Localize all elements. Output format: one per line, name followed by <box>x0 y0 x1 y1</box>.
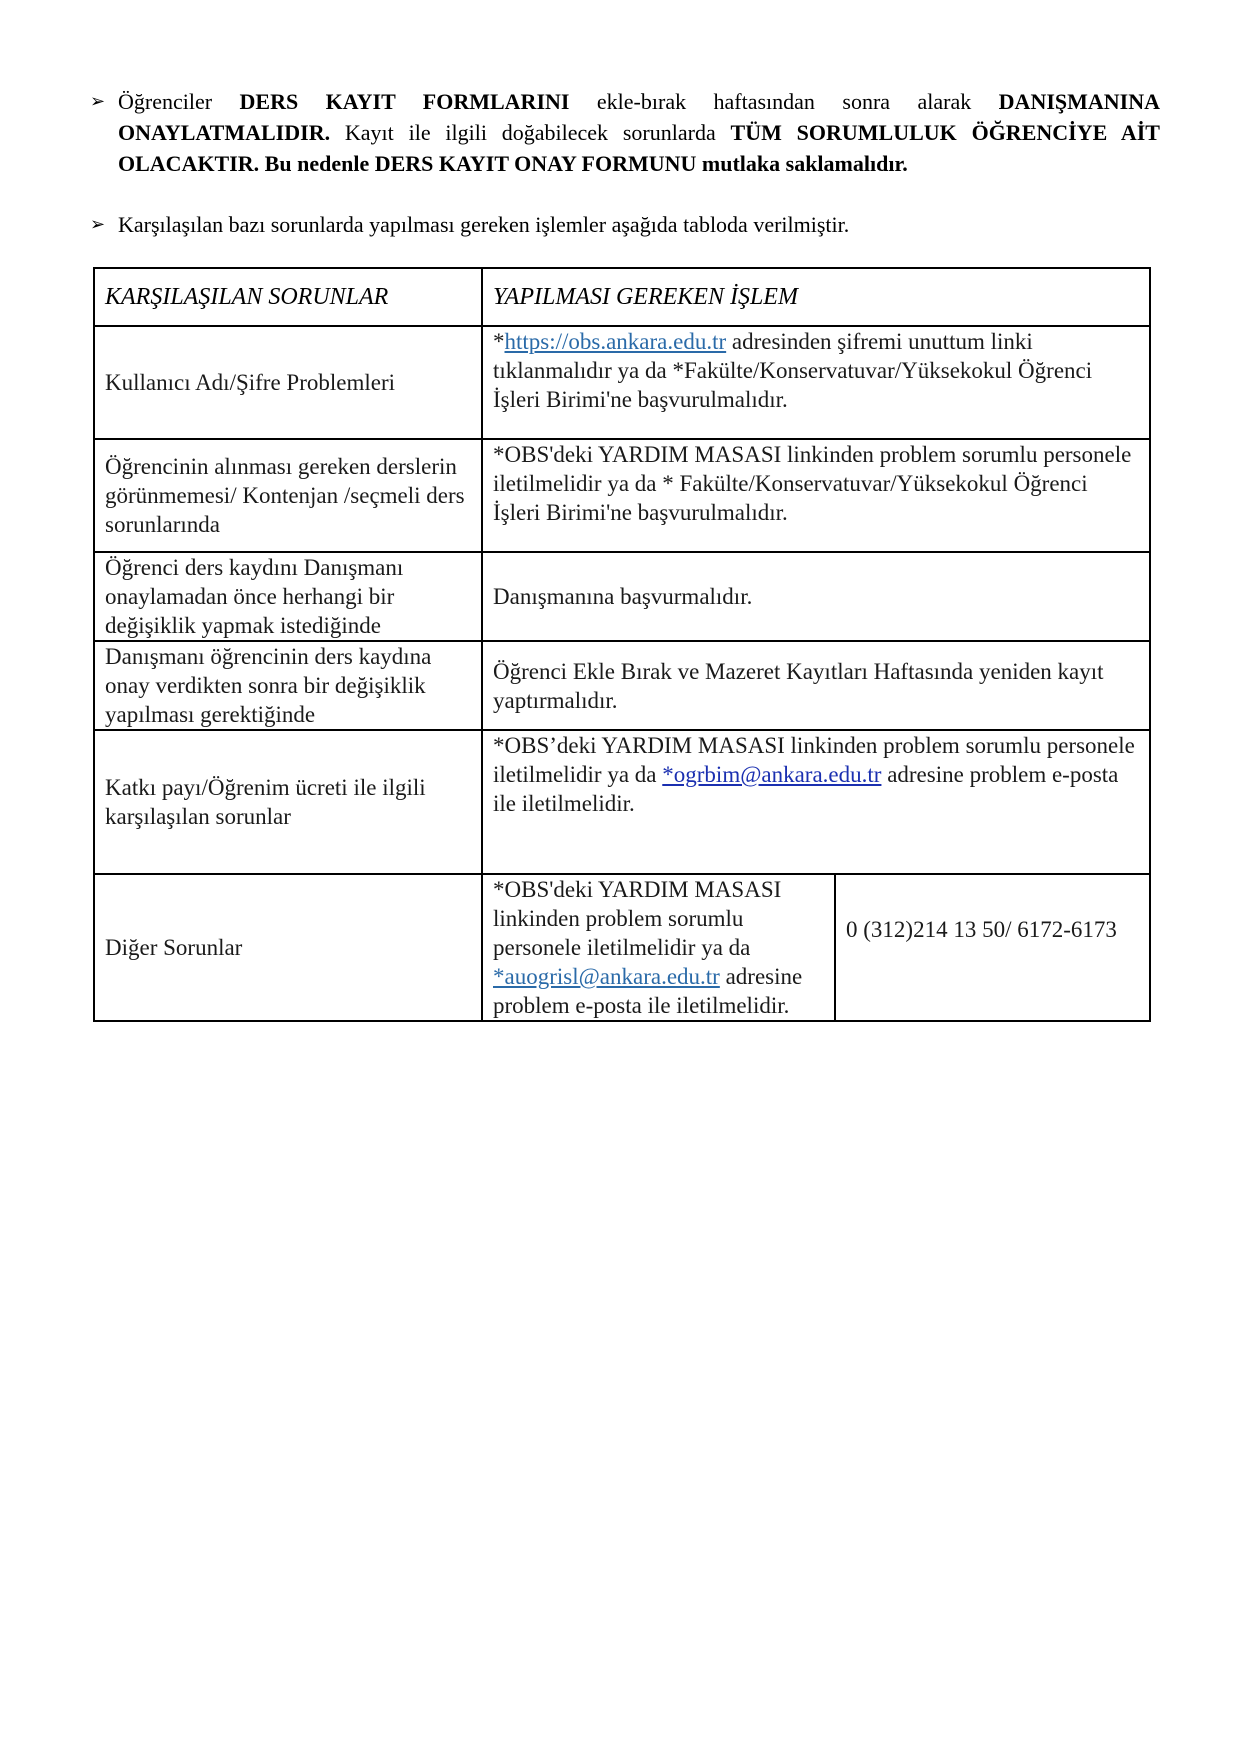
issues-table <box>93 267 1151 1022</box>
problem-cell: Diğer Sorunlar <box>94 874 482 1021</box>
problem-cell: Katkı payı/Öğrenim ücreti ile ilgili karşılaşılan sorunlar <box>94 730 482 874</box>
bullet-paragraph-ders-kayit <box>90 86 1160 179</box>
table-row <box>94 439 1150 552</box>
action-text: *OBS'deki YARDIM MASASI linkinden problem sorumlu personele iletilmelidir ya da <box>493 877 782 960</box>
bullet-paragraph-table-intro <box>90 209 1160 240</box>
table-row <box>94 552 1150 641</box>
bullet-text: Karşılaşılan bazı sorunlarda yapılması gereken işlemler aşağıda tabloda verilmiştir. <box>118 212 850 237</box>
obs-link[interactable]: https://obs.ankara.edu.tr <box>504 329 727 354</box>
bullet-text <box>118 86 1160 179</box>
action-text: adresine problem e-posta ile iletilmelidir. <box>493 964 803 1018</box>
arrow-bullet-icon: ➢ <box>90 214 106 235</box>
table-row <box>94 326 1150 439</box>
action-cell <box>482 730 1150 874</box>
problem-cell: Danışmanı öğrencinin ders kaydına onay verdikten sonra bir değişiklik yapılması gerektiğinde <box>94 641 482 730</box>
ogrbim-email-link[interactable]: *ogrbim@ankara.edu.tr <box>662 762 882 787</box>
problem-cell: Öğrenci ders kaydını Danışmanı onaylamadan önce herhangi bir değişiklik yapmak istediğinde <box>94 552 482 641</box>
table-row <box>94 874 1150 1021</box>
table-row <box>94 641 1150 730</box>
action-cell <box>482 874 835 1021</box>
bullet-text-bold-part: DANIŞMANINA ONAYLATMALIDIR. <box>118 89 1161 145</box>
action-cell <box>482 326 1150 439</box>
header-problems: KARŞILAŞILAN SORUNLAR <box>94 268 482 326</box>
action-text: *OBS’deki YARDIM MASASI linkinden problem sorumlu personele iletilmelidir ya da <box>493 733 1135 787</box>
header-actions: YAPILMASI GEREKEN İŞLEM <box>482 268 1150 326</box>
bullet-text-part: Öğrenciler <box>118 89 240 114</box>
action-prefix: * <box>493 329 505 354</box>
problem-cell: Kullanıcı Adı/Şifre Problemleri <box>94 326 482 439</box>
bullet-text-part: ekle-bırak haftasından sonra alarak <box>569 89 999 114</box>
table-row <box>94 730 1150 874</box>
bullet-text-bold-part: DERS KAYIT FORMLARINI <box>239 89 570 114</box>
bullet-text-part: Kayıt ile ilgili doğabilecek sorunlarda <box>330 120 731 145</box>
action-cell: Öğrenci Ekle Bırak ve Mazeret Kayıtları Haftasında yeniden kayıt yaptırmalıdır. <box>482 641 1150 730</box>
auogrisl-email-link[interactable]: *auogrisl@ankara.edu.tr <box>493 964 720 989</box>
phone-cell: 0 (312)214 13 50/ 6172-6173 <box>835 874 1150 1021</box>
action-text: adresine problem e-posta ile iletilmelidir. <box>493 762 1119 816</box>
action-text: adresinden şifremi unuttum linki tıklanmalıdır ya da *Fakülte/Konservatuvar/Yüksekokul Öğrenci İşleri Birimi'ne başvurulmalıdır. <box>493 329 1093 412</box>
arrow-bullet-icon: ➢ <box>90 91 106 112</box>
table-header-row <box>94 268 1150 326</box>
action-cell: *OBS'deki YARDIM MASASI linkinden problem sorumlu personele iletilmelidir ya da * Fakülte/Konservatuvar/Yüksekokul Öğrenci İşleri Birimi'ne başvurulmalıdır. <box>482 439 1150 552</box>
problem-cell: Öğrencinin alınması gereken derslerin görünmemesi/ Kontenjan /seçmeli ders sorunlarında <box>94 439 482 552</box>
bullet-text-bold-part: TÜM SORUMLULUK ÖĞRENCİYE AİT OLACAKTIR. Bu nedenle DERS KAYIT ONAY FORMUNU mutlaka saklamalıdır. <box>118 120 1160 176</box>
action-cell: Danışmanına başvurmalıdır. <box>482 552 1150 641</box>
